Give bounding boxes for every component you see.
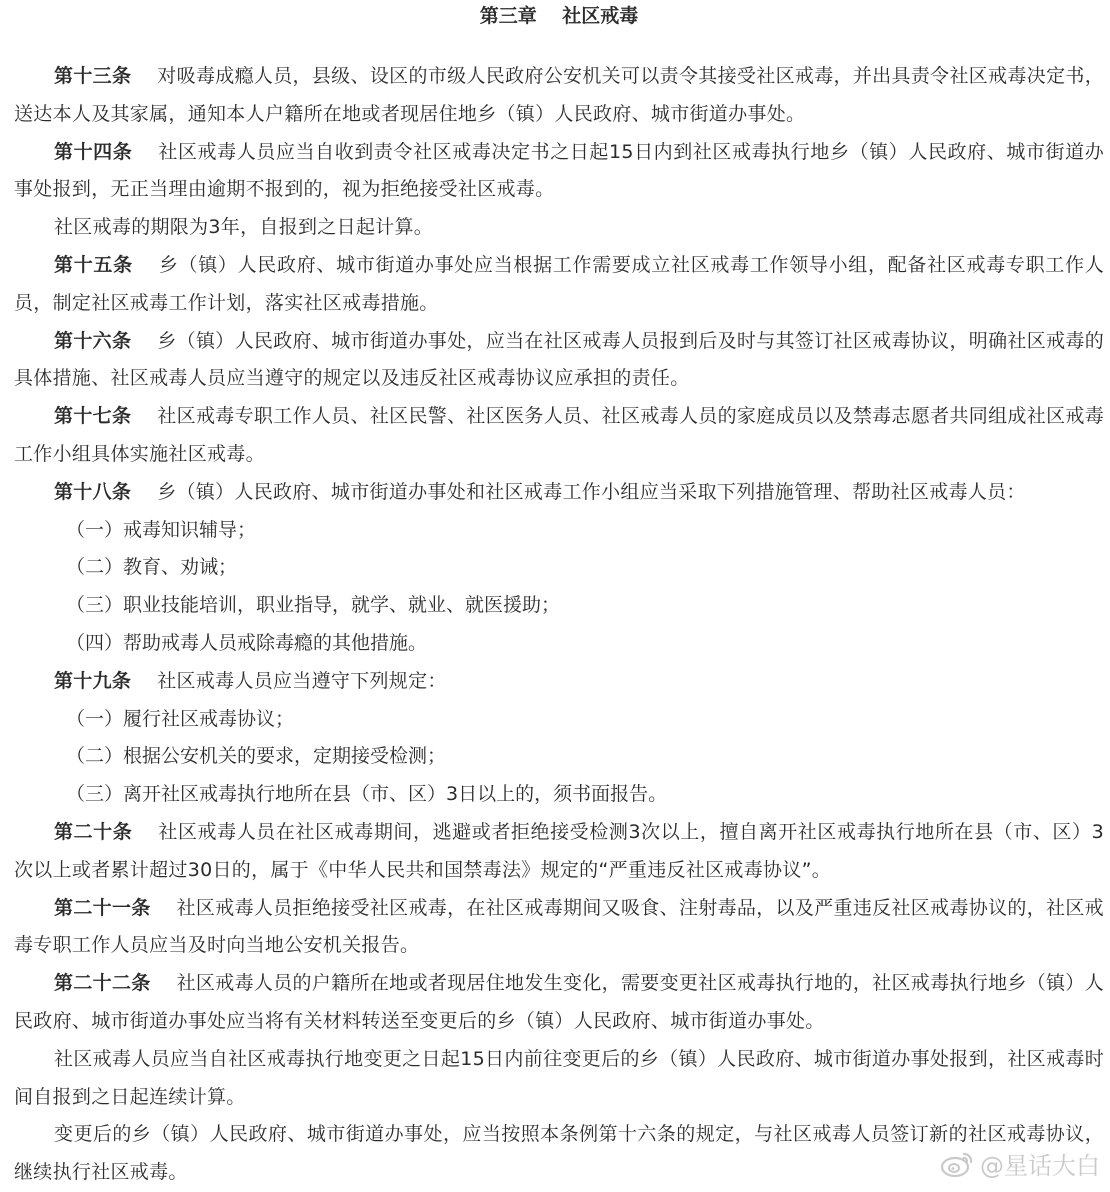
continuation-paragraph: [14, 209, 1104, 247]
article-paragraph: [14, 398, 1104, 474]
article-text: 社区戒毒专职工作人员、社区民警、社区医务人员、社区戒毒人员的家庭成员以及禁毒志愿者共同组成社区戒毒工作小组具体实施社区戒毒。: [14, 405, 1105, 465]
article-paragraph: [14, 663, 1104, 701]
list-item: （一）履行社区戒毒协议；: [66, 707, 295, 730]
article-number: 第二十一条: [54, 896, 151, 919]
article-paragraph: [14, 247, 1104, 323]
article-text: 对吸毒成瘾人员，县级、设区的市级人民政府公安机关可以责令其接受社区戒毒，并出具责令社区戒毒决定书，送达本人及其家属，通知本人户籍所在地或者现居住地乡（镇）人民政府、城市街道办事处。: [14, 65, 1105, 125]
article-text: 乡（镇）人民政府、城市街道办事处，应当在社区戒毒人员报到后及时与其签订社区戒毒协议，明确社区戒毒的具体措施、社区戒毒人员应当遵守的规定以及违反社区戒毒协议应承担的责任。: [14, 329, 1105, 390]
article-number: 第十七条: [54, 405, 132, 428]
article-number: 第十九条: [54, 669, 132, 692]
article-text: 变更后的乡（镇）人民政府、城市街道办事处，应当按照本条例第十六条的规定，与社区戒毒人员签订新的社区戒毒协议，继续执行社区戒毒。: [14, 1123, 1104, 1184]
article-text: 社区戒毒人员应当自社区戒毒执行地变更之日起15日内前往变更后的乡（镇）人民政府、城市街道办事处报到，社区戒毒时间自报到之日起连续计算。: [14, 1047, 1104, 1108]
article-text: 社区戒毒人员拒绝接受社区戒毒，在社区戒毒期间又吸食、注射毒品，以及严重违反社区戒毒协议的，社区戒毒专职工作人员应当及时向当地公安机关报告。: [14, 896, 1104, 957]
list-item: （三）离开社区戒毒执行地所在县（市、区）3日以上的，须书面报告。: [66, 783, 668, 806]
article-text: 社区戒毒人员的户籍所在地或者现居住地发生变化，需要变更社区戒毒执行地的，社区戒毒执行地乡（镇）人民政府、城市街道办事处应当将有关材料转送至变更后的乡（镇）人民政府、城市街道办事处。: [14, 972, 1104, 1032]
article-text: 社区戒毒人员在社区戒毒期间，逃避或者拒绝接受检测3次以上，擅自离开社区戒毒执行地所在县（市、区）3次以上或者累计超过30日的，属于《中华人民共和国禁毒法》规定的“严重违反社区戒毒协议”。: [14, 820, 1104, 881]
article-paragraph: [14, 474, 1104, 512]
article-number: 第十六条: [54, 329, 132, 352]
list-item: （四）帮助戒毒人员戒除毒瘾的其他措施。: [66, 631, 428, 654]
article-paragraph: [14, 134, 1104, 210]
document-page: [14, 0, 1104, 1192]
article-paragraph: [14, 58, 1104, 134]
list-item: （二）根据公安机关的要求，定期接受检测；: [66, 745, 447, 768]
article-text: 乡（镇）人民政府、城市街道办事处应当根据工作需要成立社区戒毒工作领导小组，配备社区戒毒专职工作人员，制定社区戒毒工作计划，落实社区戒毒措施。: [14, 253, 1105, 314]
article-number: 第二十条: [54, 820, 133, 843]
chapter-title: 第三章 社区戒毒: [479, 5, 639, 27]
article-number: 第十三条: [54, 65, 132, 87]
article-text: 社区戒毒人员应当遵守下列规定：: [157, 669, 447, 692]
list-item: （二）教育、劝诫；: [66, 556, 238, 579]
article-text: 社区戒毒的期限为3年，自报到之日起计算。: [54, 216, 434, 239]
article-paragraph: [14, 965, 1104, 1041]
list-item: （三）职业技能培训，职业指导，就学、就业、就医援助；: [66, 594, 561, 617]
article-text: 社区戒毒人员应当自收到责令社区戒毒决定书之日起15日内到社区戒毒执行地乡（镇）人民政府、城市街道办事处报到，无正当理由逾期不报到的，视为拒绝接受社区戒毒。: [14, 140, 1104, 201]
article-list: [14, 58, 1104, 1192]
continuation-paragraph: [14, 1041, 1104, 1117]
article-number: 第二十二条: [54, 972, 151, 995]
list-item: （一）戒毒知识辅导；: [66, 518, 257, 541]
watermark-text: @星话大白: [980, 1152, 1100, 1180]
article-paragraph: [14, 814, 1104, 890]
article-text: 乡（镇）人民政府、城市街道办事处和社区戒毒工作小组应当采取下列措施管理、帮助社区戒毒人员：: [157, 480, 1026, 503]
article-number: 第十五条: [54, 253, 133, 276]
article-paragraph: [14, 323, 1104, 399]
article-number: 第十四条: [54, 140, 133, 163]
article-number: 第十八条: [54, 480, 132, 503]
article-paragraph: [14, 890, 1104, 966]
continuation-paragraph: [14, 1116, 1104, 1192]
